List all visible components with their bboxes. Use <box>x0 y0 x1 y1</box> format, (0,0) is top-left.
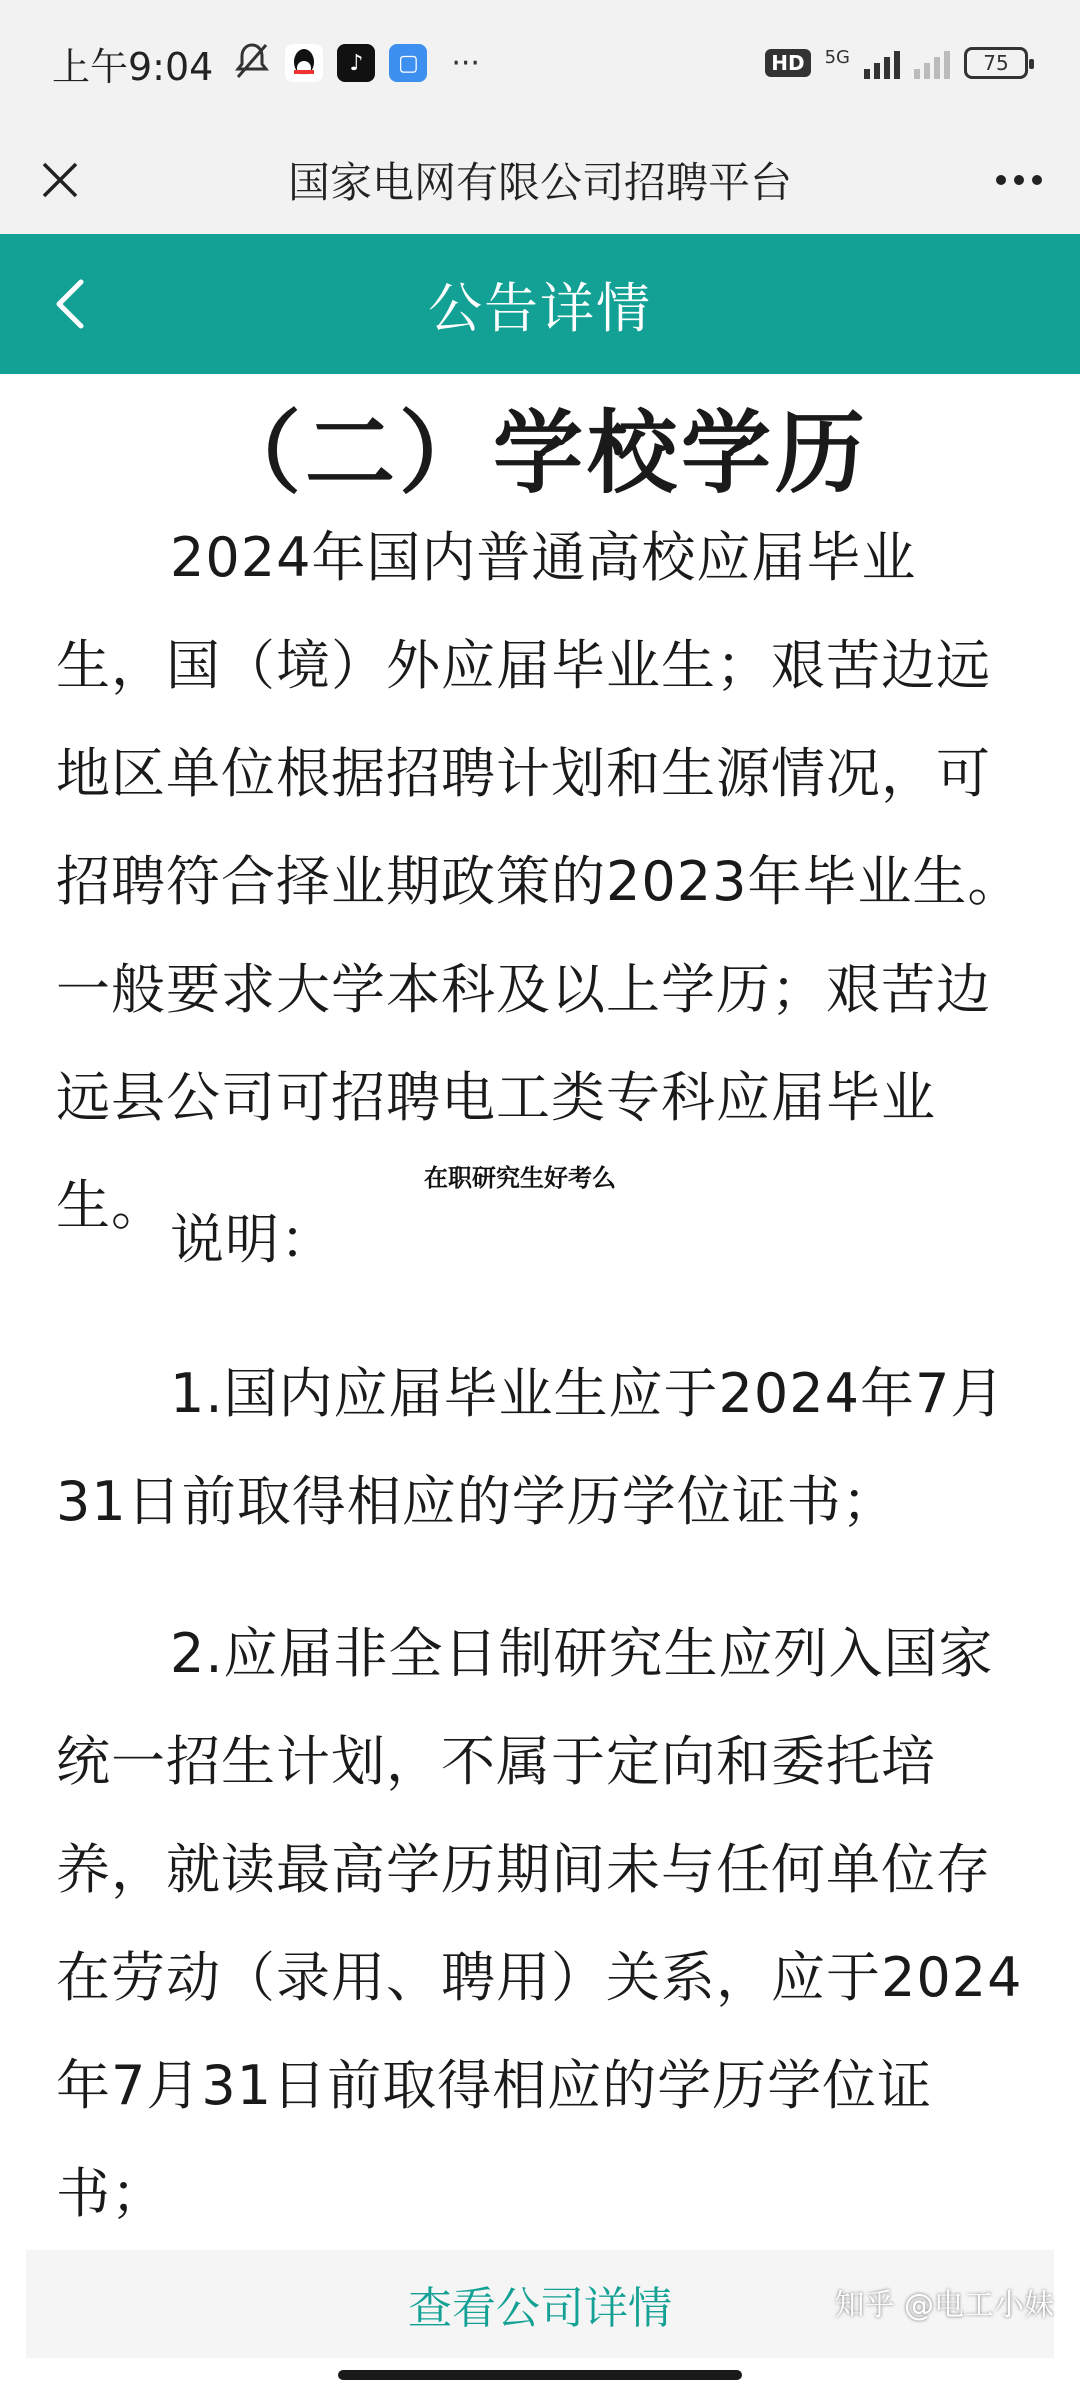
back-arrow-icon[interactable] <box>38 272 102 336</box>
status-bar <box>0 0 1080 126</box>
network-label: 5G <box>824 47 850 68</box>
mute-bell-icon <box>235 42 269 84</box>
battery-level: 75 <box>983 51 1009 75</box>
paragraph-requirements: 2024年国内普通高校应届毕业生，国（境）外应届毕业生；艰苦边远地区单位根据招聘计划和生源情况，可招聘符合择业期政策的2023年毕业生。一般要求大学本科及以上学历；艰苦边远县公司可招聘电工类专科应届毕业生。 <box>56 526 1023 1237</box>
battery-icon <box>964 47 1028 79</box>
page-header <box>0 234 1080 374</box>
status-time: 上午9:04 <box>52 44 214 89</box>
hd-badge: HD <box>765 49 810 77</box>
tiktok-icon: ♪ <box>337 44 375 82</box>
qq-icon <box>285 44 323 82</box>
webview-title-bar <box>0 126 1080 234</box>
more-options-icon[interactable] <box>984 150 1054 210</box>
close-icon[interactable] <box>30 150 90 210</box>
note-item-2: 2.应届非全日制研究生应列入国家统一招生计划，不属于定向和委托培养，就读最高学历期间未与任何单位存在劳动（录用、聘用）关系，应于2024年7月31日前取得相应的学历学位证书； <box>56 1622 1023 2225</box>
message-app-icon: ▢ <box>389 44 427 82</box>
signal-strength-secondary-icon <box>914 47 950 79</box>
view-company-details-button[interactable]: 查看公司详情 <box>26 2250 1054 2358</box>
webview-title: 国家电网有限公司招聘平台 <box>287 158 792 207</box>
signal-strength-icon <box>864 47 900 79</box>
zhihu-watermark: 知乎 @电工小妹 <box>834 2288 1054 2323</box>
home-indicator[interactable] <box>338 2370 742 2380</box>
more-notifications-icon: ··· <box>451 45 480 81</box>
article-content <box>0 374 1080 2250</box>
section-heading: （二）学校学历 <box>211 401 869 506</box>
overlay-caption: 在职研究生好考么 <box>424 1164 616 1192</box>
note-item-1: 1.国内应届毕业生应于2024年7月31日前取得相应的学历学位证书； <box>56 1362 1006 1533</box>
note-label: 说明： <box>170 1208 335 1271</box>
page-title: 公告详情 <box>428 276 652 340</box>
